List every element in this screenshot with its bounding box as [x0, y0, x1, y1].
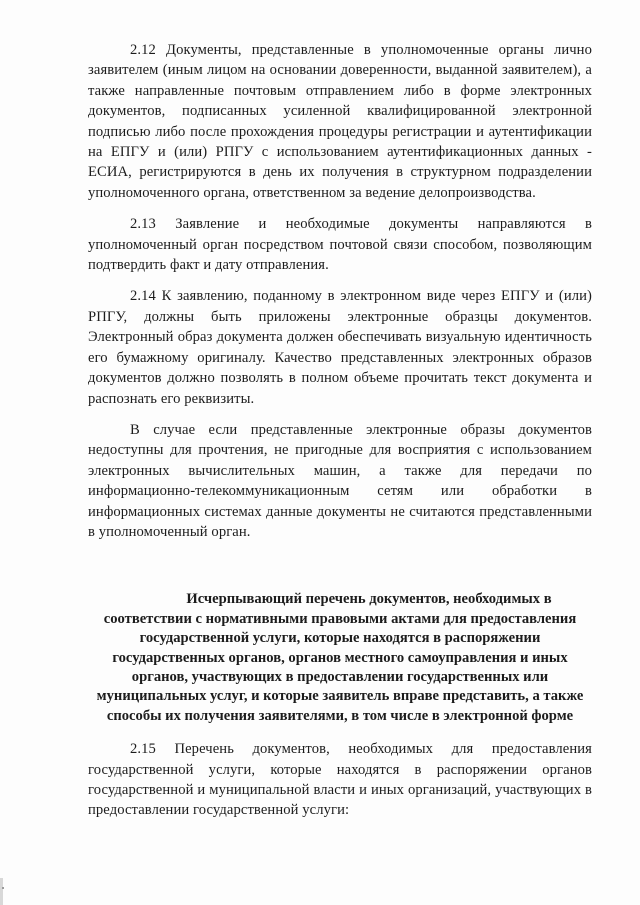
paragraph-2-14-continuation: В случае если представленные электронные образы документов недоступны для прочтения, не пригодные для восприятия с использованием электронных вычислительных машин, а также для передачи по информационно-телекоммуникационным сетям или обработки в информационных системах данные документы не считаются представленными в уполномоченный орган.	[88, 421, 592, 540]
section-heading-rest: соответствии с нормативными правовыми актами для предоставления государственной услуги, которые находятся в распоряжении государственных органов, органов местного самоуправления и иных органов, участвующих в предоставлении государственных или муниципальных услуг, и которые заявитель вправе представить, а также способы их получения заявителями, в том числе в электронной форме	[96, 610, 584, 724]
section-heading	[88, 590, 592, 726]
paragraph-2-14: 2.14 К заявлению, поданному в электронном виде через ЕПГУ и (или) РПГУ, должны быть приложены электронные образцы документов. Электронный образ документа должен обеспечивать визуальную идентичность его бумажному оригиналу. Качество представленных электронных образов документов должно позволять в полном объеме прочитать текст документа и распознать его реквизиты.	[88, 288, 592, 407]
scan-edge-shadow	[0, 878, 3, 905]
paragraph-2-12: 2.12 Документы, представленные в уполномоченные органы лично заявителем (иным лицом на основании доверенности, выданной заявителем), а также направленные почтовым отправлением либо в форме электронных документов, подписанных усиленной квалифицированной электронной подписью либо после прохождения процедуры регистрации и аутентификации на ЕПГУ и (или) РПГУ с использованием аутентификационных данных - ЕСИА, регистрируются в день их получения в структурном подразделении уполномоченного органа, ответственном за ведение делопроизводства.	[88, 42, 592, 201]
document-body	[88, 40, 592, 832]
section-heading-first-line: Исчерпывающий перечень документов, необходимых в	[186, 591, 552, 608]
paragraph-2-13: 2.13 Заявление и необходимые документы направляются в уполномоченный орган посредством почтовой связи способом, позволяющим подтвердить факт и дату отправления.	[88, 216, 592, 274]
paragraph-2-15: 2.15 Перечень документов, необходимых для предоставления государственной услуги, которые находятся в распоряжении органов государственной и муниципальной власти и иных организаций, участвующих в предоставлении государственной услуги:	[88, 741, 592, 819]
scan-speck	[2, 887, 4, 889]
